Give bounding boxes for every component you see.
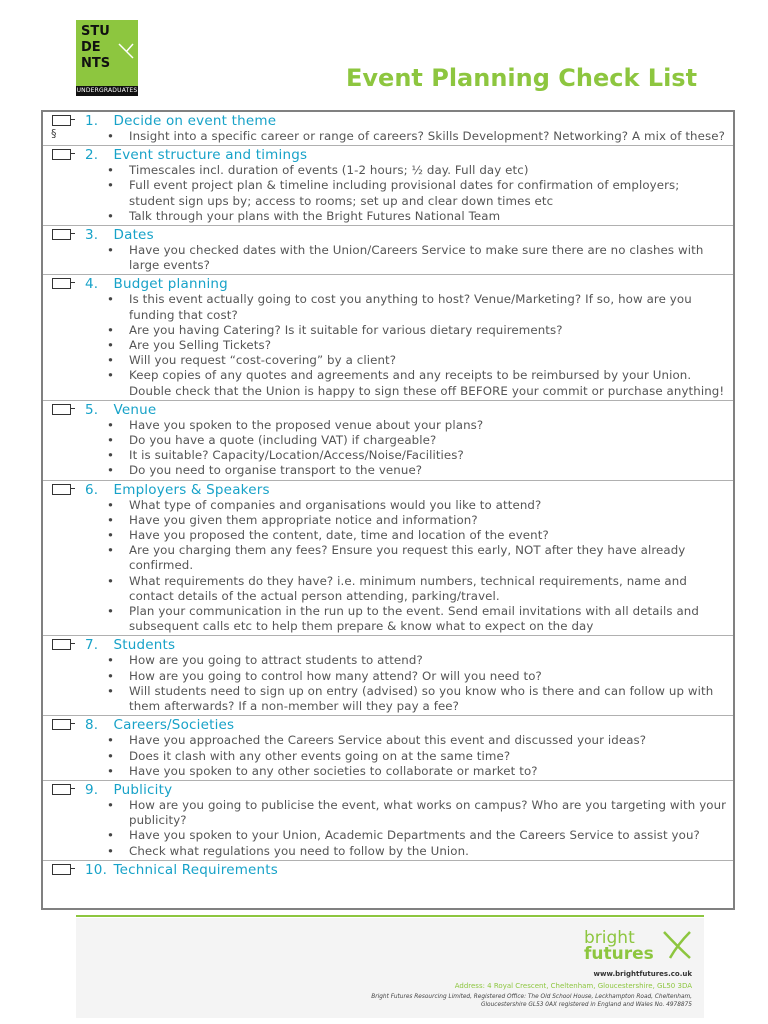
list-item: • Timescales incl. duration of events (1-2 hours; ½ day. Full day etc) <box>129 163 729 178</box>
checklist-section <box>43 401 733 481</box>
section-number: 9. <box>85 781 99 798</box>
checklist-section <box>43 112 733 146</box>
list-item: • How are you going to publicise the event, what works on campus? Who are you targeting with your publicity? <box>129 798 729 828</box>
section-number: 3. <box>85 227 99 244</box>
section-number: 6. <box>85 481 99 498</box>
section-heading <box>85 275 733 292</box>
list-item: • Have you spoken to the proposed venue about your plans? <box>129 418 729 433</box>
section-heading <box>85 781 733 798</box>
students-logo <box>76 20 138 96</box>
checkbox[interactable] <box>52 149 71 160</box>
checklist-section <box>43 861 733 878</box>
checklist-section <box>43 636 733 716</box>
section-heading <box>85 861 733 878</box>
list-item: • Keep copies of any quotes and agreements and any receipts to be reimbursed by your Union. Double check that the Union is happy to sign these off BEFORE your commit or purchase anything! <box>129 368 729 398</box>
list-item: • Have you spoken to any other societies to collaborate or market to? <box>129 764 729 779</box>
checkbox[interactable] <box>52 484 71 495</box>
list-item: • How are you going to control how many attend? Or will you need to? <box>129 669 729 684</box>
bullet-list <box>43 243 733 274</box>
checklist-section <box>43 146 733 226</box>
checklist-section <box>43 226 733 275</box>
section-number: 1. <box>85 113 99 129</box>
list-item: • Have you given them appropriate notice and information? <box>129 513 729 528</box>
logo-word-bright: bright <box>584 928 635 948</box>
checkbox[interactable] <box>52 864 71 875</box>
section-title: Venue <box>113 401 157 418</box>
list-item: • Are you having Catering? Is it suitable for various dietary requirements? <box>129 323 729 338</box>
section-title: Students <box>113 637 176 654</box>
section-heading <box>85 226 733 243</box>
list-item: • Do you have a quote (including VAT) if chargeable? <box>129 433 729 448</box>
list-item: • Check what regulations you need to follow by the Union. <box>129 844 729 859</box>
section-title: Publicity <box>113 781 173 798</box>
section-number: 7. <box>85 637 99 654</box>
section-title: Budget planning <box>113 276 228 293</box>
section-title: Decide on event theme <box>113 113 277 129</box>
logo-text: STU DE NTS <box>81 24 111 71</box>
checklist-section <box>43 275 733 400</box>
list-item: • Plan your communication in the run up to the event. Send email invitations with all details and subsequent calls etc to help them prepare & know what to expect on the day <box>129 604 729 634</box>
bullet-list <box>43 292 733 399</box>
checkbox[interactable] <box>52 784 71 795</box>
list-item: • Full event project plan & timeline including provisional dates for confirmation of employers; student sign ups by; access to rooms; set up and clear down times etc <box>129 178 729 208</box>
footer-divider <box>76 915 704 917</box>
checklist-section <box>43 781 733 861</box>
list-item: • Have you spoken to your Union, Academic Departments and the Careers Service to assist you? <box>129 828 729 843</box>
checkbox[interactable] <box>52 404 71 415</box>
list-item: • Are you charging them any fees? Ensure you request this early, NOT after they have already confirmed. <box>129 543 729 573</box>
checklist-section <box>43 716 733 781</box>
checkbox[interactable] <box>52 719 71 730</box>
footer-address: Address: 4 Royal Crescent, Cheltenham, Gloucestershire, GL50 3DA <box>454 982 692 990</box>
section-heading <box>85 112 733 129</box>
bullet-list <box>43 418 733 480</box>
bullet-list <box>43 129 733 145</box>
section-heading <box>85 146 733 163</box>
logo-word-futures: futures <box>584 944 654 964</box>
checkbox[interactable] <box>52 115 71 126</box>
checkbox[interactable] <box>52 278 71 289</box>
bullet-list <box>43 653 733 715</box>
section-heading <box>85 716 733 733</box>
list-item: • Insight into a specific career or range of careers? Skills Development? Networking? A mix of these? <box>129 129 729 144</box>
list-item: • What requirements do they have? i.e. minimum numbers, technical requirements, name and contact details of the actual person attending, parking/travel. <box>129 574 729 604</box>
paragraph-mark: § <box>51 127 57 140</box>
list-item: • Talk through your plans with the Bright Futures National Team <box>129 209 729 224</box>
footer-legal: Bright Futures Resourcing Limited, Registered Office: The Old School House, Leckhampton Road, Cheltenham, Gloucestershire GL53 0AX registered in England and Wales No. 4978875 <box>371 994 692 1008</box>
page-title: Event Planning Check List <box>346 64 698 92</box>
checklist-table <box>41 110 735 910</box>
section-title: Careers/Societies <box>113 717 235 734</box>
bullet-list <box>43 498 733 636</box>
list-item: • Does it clash with any other events going on at the same time? <box>129 749 729 764</box>
list-item: • Is this event actually going to cost you anything to host? Venue/Marketing? If so, how are you funding that cost? <box>129 292 729 322</box>
footer-url[interactable]: www.brightfutures.co.uk <box>593 970 692 978</box>
section-heading <box>85 401 733 418</box>
bullet-list <box>43 798 733 860</box>
list-item: • Have you approached the Careers Service about this event and discussed your ideas? <box>129 733 729 748</box>
logo-swoosh-icon <box>117 42 135 60</box>
list-item: • Have you proposed the content, date, time and location of the event? <box>129 528 729 543</box>
list-item: • Will you request “cost-covering” by a client? <box>129 353 729 368</box>
bullet-list <box>43 163 733 225</box>
section-heading <box>85 636 733 653</box>
logo-strip: UNDERGRADUATES <box>76 87 138 94</box>
list-item: • Do you need to organise transport to the venue? <box>129 463 729 478</box>
checkbox[interactable] <box>52 639 71 650</box>
checklist-section <box>43 481 733 637</box>
section-number: 2. <box>85 147 99 164</box>
section-number: 4. <box>85 276 99 293</box>
list-item: • Will students need to sign up on entry (advised) so you know who is there and can follow up with them afterwards? If a non-member will they pay a fee? <box>129 684 729 714</box>
section-heading <box>85 481 733 498</box>
list-item: • Have you checked dates with the Union/Careers Service to make sure there are no clashes with large events? <box>129 243 729 273</box>
list-item: • What type of companies and organisations would you like to attend? <box>129 498 729 513</box>
section-title: Event structure and timings <box>113 147 308 164</box>
section-number: 8. <box>85 717 99 734</box>
list-item: • Are you Selling Tickets? <box>129 338 729 353</box>
section-title: Dates <box>113 227 154 244</box>
section-title: Technical Requirements <box>113 861 279 878</box>
section-number: 5. <box>85 401 99 418</box>
list-item: • How are you going to attract students to attend? <box>129 653 729 668</box>
list-item: • It is suitable? Capacity/Location/Access/Noise/Facilities? <box>129 448 729 463</box>
checkbox[interactable] <box>52 229 71 240</box>
section-title: Employers & Speakers <box>113 481 270 498</box>
section-number: 10. <box>85 861 108 878</box>
bullet-list <box>43 733 733 780</box>
bright-futures-x-icon <box>660 928 694 962</box>
